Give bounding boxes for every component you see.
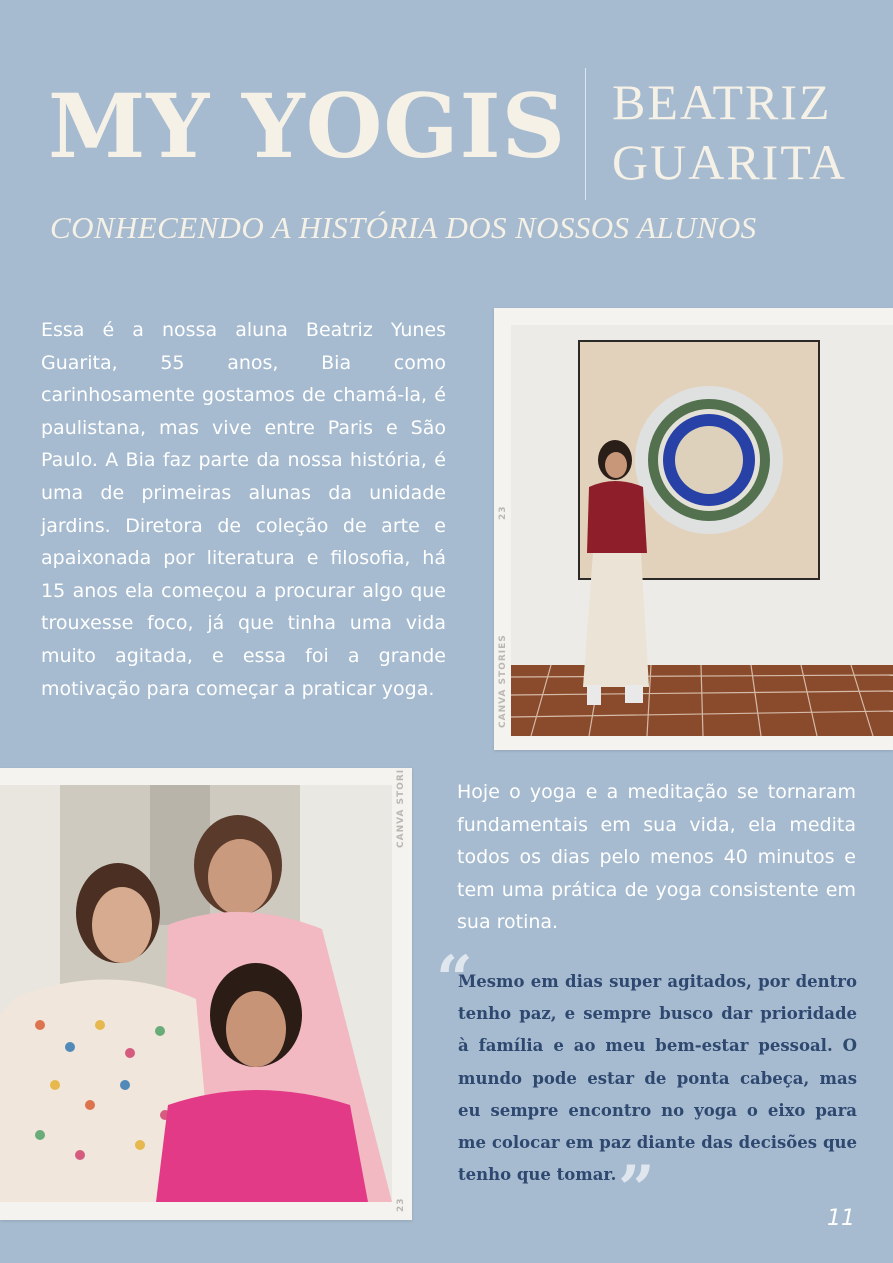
intro-paragraph: Essa é a nossa aluna Beatriz Yunes Guarita, 55 anos, Bia como carinhosamente gostamos de chamá-la, é paulistana, mas vive entre Paris e São Paulo. A Bia faz parte da nossa história, é uma de primeiras alunas da unidade jardins. Diretora de coleção de arte e apaixonada por literatura e filosofia, há 15 anos ela começou a procurar algo que trouxesse foco, já que tinha uma vida muito agitada, e essa foi a grande motivação para começar a praticar yoga. <box>41 319 446 700</box>
student-name-line2: GUARITA <box>612 134 847 190</box>
practice-paragraph: Hoje o yoga e a meditação se tornaram fundamentais em sua vida, ela medita todos os dias pelo menos 40 minutos e tem uma prática de yoga consistente em sua rotina. <box>457 781 856 934</box>
student-name-line1: BEATRIZ <box>612 74 832 130</box>
title-divider <box>585 68 586 200</box>
close-quote-icon: ” <box>618 1152 655 1227</box>
photo2-frame-number: 23 <box>396 1197 406 1212</box>
photo1-frame-number: 23 <box>498 505 508 520</box>
page-subtitle: CONHECENDO A HISTÓRIA DOS NOSSOS ALUNOS <box>50 210 757 245</box>
testimonial-quote: Mesmo em dias super agitados, por dentro tenho paz, e sempre busco dar prioridade à família e ao meu bem-estar pessoal. O mundo pode estar de ponta cabeça, mas eu sempre encontro no yoga o eixo para me colocar em paz diante das decisões que tenho que tomar. <box>458 972 857 1185</box>
gallery-photo-illustration <box>511 325 893 736</box>
photo-family <box>0 768 412 1220</box>
page-number: 11 <box>827 1206 855 1231</box>
open-quote-icon: “ <box>436 942 473 1017</box>
photo1-frame-text: CANVA STORIES <box>498 634 508 728</box>
family-photo-illustration <box>0 785 392 1202</box>
photo-art-gallery <box>494 308 893 750</box>
photo2-frame-text: CANVA STORI <box>396 768 406 848</box>
student-name <box>612 72 847 192</box>
page-title: MY YOGIS <box>48 74 567 178</box>
